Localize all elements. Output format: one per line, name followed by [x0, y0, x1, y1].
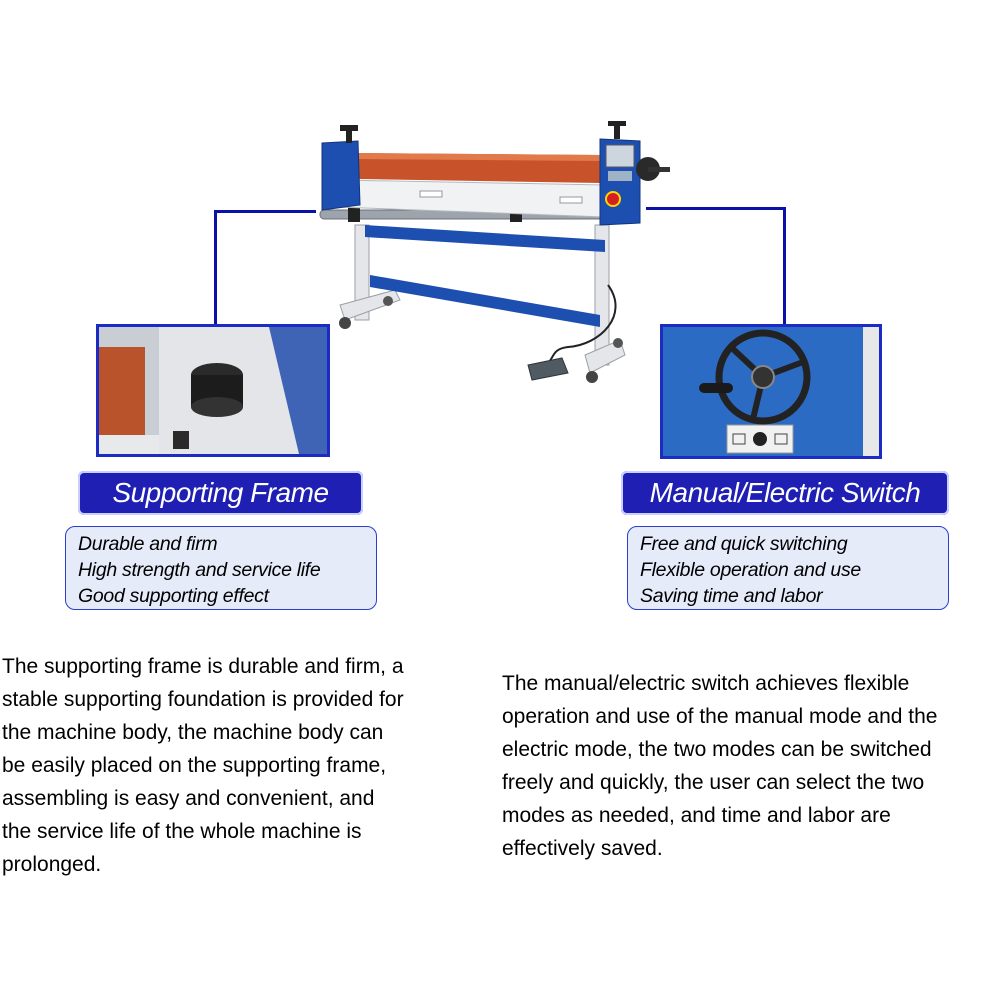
paragraph-line: assembling is easy and convenient, and: [2, 787, 375, 810]
paragraph-line: effectively saved.: [502, 837, 663, 860]
paragraph-line: The supporting frame is durable and firm, a: [2, 655, 404, 678]
paragraph-line: operation and use of the manual mode and the: [502, 705, 938, 728]
feature-item: Flexible operation and use: [640, 559, 861, 581]
paragraph-line: be easily placed on the supporting frame,: [2, 754, 387, 777]
feature-item: High strength and service life: [78, 559, 321, 581]
left-connector-horizontal: [214, 210, 316, 213]
manual-electric-switch-features: [627, 526, 949, 610]
paragraph-line: the machine body, the machine body can: [2, 721, 384, 744]
feature-item: Durable and firm: [78, 533, 218, 555]
support-bracket-photo: [96, 324, 330, 457]
supporting-frame-description: [2, 650, 482, 881]
paragraph-line: electric mode, the two modes can be switched: [502, 738, 932, 761]
paragraph-line: the service life of the whole machine is: [2, 820, 362, 843]
paragraph-line: stable supporting foundation is provided for: [2, 688, 404, 711]
paragraph-line: The manual/electric switch achieves flexible: [502, 672, 910, 695]
feature-item: Good supporting effect: [78, 585, 269, 607]
feature-item: Saving time and labor: [640, 585, 823, 607]
supporting-frame-features: [65, 526, 377, 610]
handwheel-photo: [660, 324, 882, 459]
paragraph-line: modes as needed, and time and labor are: [502, 804, 891, 827]
left-connector-vertical: [214, 210, 217, 326]
support-bracket-photo-icon: [99, 327, 327, 454]
paragraph-line: freely and quickly, the user can select the two: [502, 771, 925, 794]
manual-electric-switch-description: [502, 667, 1000, 865]
feature-item: Free and quick switching: [640, 533, 848, 555]
right-connector-vertical: [783, 207, 786, 326]
supporting-frame-title: Supporting Frame: [78, 471, 363, 515]
laminator-machine-icon: [300, 115, 690, 390]
manual-electric-switch-title: Manual/Electric Switch: [621, 471, 949, 515]
paragraph-line: prolonged.: [2, 853, 102, 876]
right-connector-horizontal: [646, 207, 786, 210]
handwheel-photo-icon: [663, 327, 879, 456]
